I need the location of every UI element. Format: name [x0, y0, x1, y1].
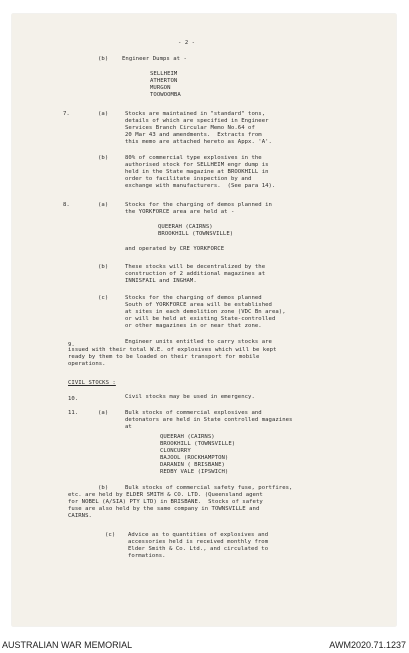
para-line: These stocks will be decentralized by the	[125, 264, 266, 270]
para-line: INNISFAIL and INGHAM.	[125, 278, 197, 284]
subpara-label: (b)	[98, 264, 109, 270]
para-line: South of YORKFORCE area will be established	[125, 302, 272, 308]
para-line: at	[125, 424, 132, 430]
subpara-label: (b)	[98, 485, 109, 491]
para-line: Elder Smith & Co. Ltd., and circulated to	[128, 546, 269, 552]
para-line: Stocks are maintained in "standard" tons,	[125, 111, 266, 117]
para-line: Stocks for the charging of demos planned	[125, 295, 262, 301]
magazine-place: BAJOOL (ROCKHAMPTON)	[160, 455, 229, 461]
para-line: issued with their total W.E. of explosives which will be kept	[68, 347, 277, 353]
subpara-label: (b)	[98, 155, 109, 161]
dump-place: MURGON	[150, 85, 171, 91]
para-number: 10.	[68, 396, 79, 402]
magazine-place: DARANIN ( BRISBANE)	[160, 462, 225, 468]
item-b-text: Engineer Dumps at -	[122, 56, 187, 62]
para-line: or other magazines in or near that zone.	[125, 323, 262, 329]
para-number: 7.	[63, 111, 70, 117]
para-line: ready by them to be loaded on their transport for mobile	[68, 354, 260, 360]
para-line: fuse are also held by the same company in TOWNSVILLE and	[68, 506, 260, 512]
subpara-label: (c)	[98, 295, 109, 301]
page-number: - 2 -	[178, 40, 196, 46]
magazine-place: CLONCURRY	[160, 448, 191, 454]
para-line: 80% of commercial type explosives in the	[125, 155, 262, 161]
para-line: the YORKFORCE area are held at -	[125, 209, 235, 215]
para-number: 9.	[68, 342, 75, 348]
para-line: detonators are held in State controlled magazines	[125, 417, 293, 423]
para-line: Bulk stocks of commercial safety fuse, portfires,	[125, 485, 293, 491]
para-line: Engineer units entitled to carry stocks are	[125, 339, 272, 345]
magazine-place: QUEERAH (CAIRNS)	[160, 434, 215, 440]
para-line: formations.	[128, 553, 166, 559]
magazine-place: QUEERAH (CAIRNS)	[158, 224, 213, 230]
para-number: 8.	[63, 202, 70, 208]
magazine-place: REDBY VALE (IPSWICH)	[160, 469, 229, 475]
para-line: construction of 2 additional magazines at	[125, 271, 266, 277]
archive-name: AUSTRALIAN WAR MEMORIAL	[2, 640, 133, 650]
para-line: Services Branch Circular Memo No.64 of	[125, 125, 255, 131]
para-line: details of which are specified in Engineer	[125, 118, 269, 124]
para-line: operations.	[68, 361, 106, 367]
subpara-label: (a)	[98, 410, 109, 416]
operated-by-line: and operated by CRE YORKFORCE	[125, 246, 225, 252]
dump-place: ATHERTON	[150, 78, 178, 84]
subpara-label: (a)	[98, 202, 109, 208]
para-line: authorised stock for SELLHEIM engr dump is	[125, 162, 269, 168]
para-line: this memo are attached hereto as Appx. 'A'.	[125, 139, 272, 145]
para-line: Civil stocks may be used in emergency.	[125, 394, 255, 400]
subpara-label: (a)	[98, 111, 109, 117]
subpara-label: (c)	[105, 532, 116, 538]
para-line: at sites in each demolition zone (VDC Bn area),	[125, 309, 286, 315]
para-line: for NOBEL (A/SIA) PTY LTD) in BRISBANE. Stocks of safety	[68, 499, 263, 505]
dump-place: SELLHEIM	[150, 71, 178, 77]
para-line: or will be held at existing State-controlled	[125, 316, 276, 322]
para-line: Stocks for the charging of demos planned in	[125, 202, 272, 208]
item-b-label: (b)	[98, 56, 109, 62]
para-line: held in the State magazine at BROOKHILL in	[125, 169, 269, 175]
magazine-place: BROOKHILL (TOWNSVILLE)	[160, 441, 236, 447]
para-line: Advice as to quantities of explosives and	[128, 532, 269, 538]
para-number: 11.	[68, 410, 79, 416]
para-line: accessories held is received monthly from	[128, 539, 269, 545]
para-line: exchange with manufacturers. (See para 14).	[125, 183, 276, 189]
para-line: 20 Mar 43 and amendments. Extracts from	[125, 132, 262, 138]
dump-place: TOOWOOMBA	[150, 92, 181, 98]
para-line: CAIRNS.	[68, 513, 92, 519]
para-line: etc. are held by ELDER SMITH & CO. LTD. (Queensland agent	[68, 492, 263, 498]
magazine-place: BROOKHILL (TOWNSVILLE)	[158, 231, 234, 237]
section-heading: CIVIL STOCKS :	[68, 380, 116, 386]
para-line: order to facilitate inspection by and	[125, 176, 252, 182]
archive-footer	[0, 638, 409, 653]
para-line: Bulk stocks of commercial explosives and	[125, 410, 262, 416]
archive-reference: AWM2020.71.1237	[329, 640, 406, 650]
